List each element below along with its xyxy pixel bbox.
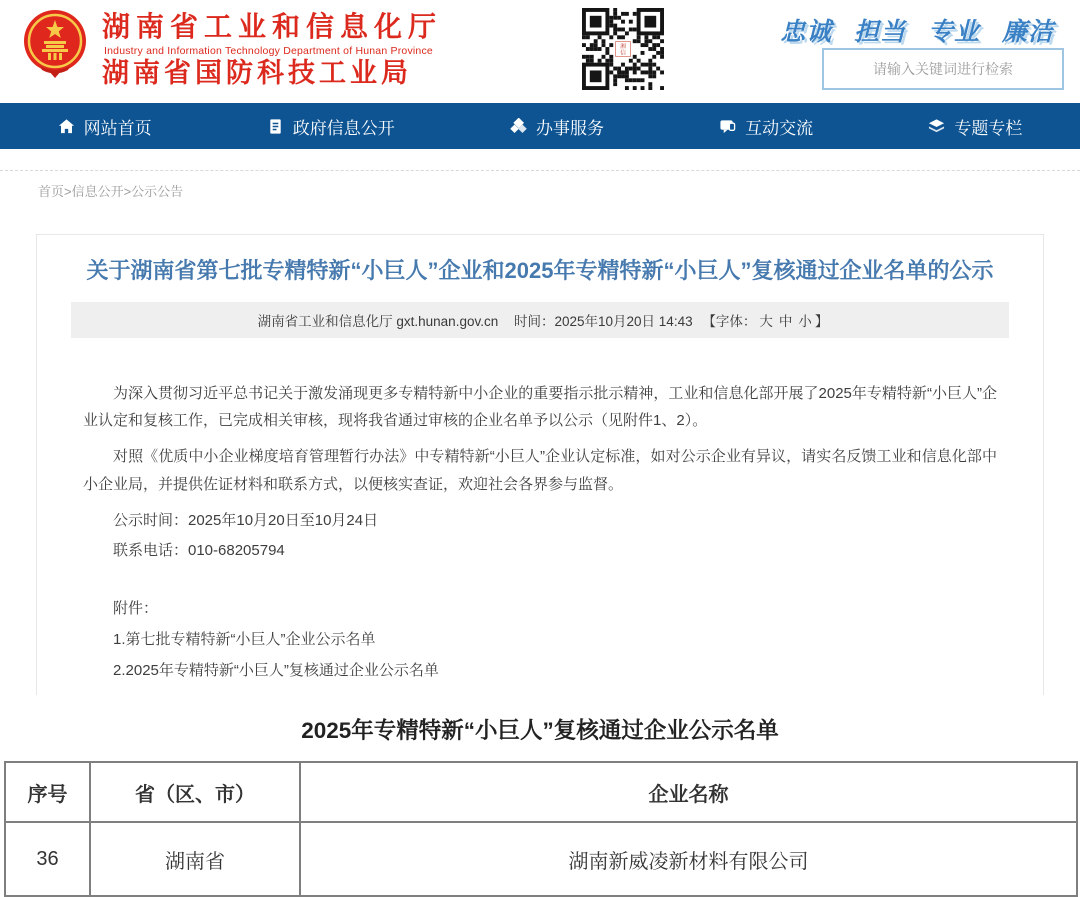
- breadcrumb[interactable]: 首页>信息公开>公示公告: [38, 184, 184, 199]
- column-header-index: 序号: [5, 762, 90, 822]
- breadcrumb-band: [0, 170, 1080, 234]
- search-box: [822, 48, 1064, 90]
- chat-icon: [719, 118, 736, 135]
- divider: [0, 170, 1080, 171]
- org-title-cn2: 湖南省国防科技工业局: [102, 57, 412, 88]
- nav-item-label: 政府信息公开: [292, 118, 395, 138]
- article-paragraph: 为深入贯彻习近平总书记关于激发涌现更多专精特新中小企业的重要指示批示精神，工业和信息化部开展了2025年专精特新“小巨人”企业认定和复核工作，已完成相关审核，现将我省通过审核的企业名单予以公示（见附件1、2）。: [83, 384, 997, 430]
- article-time: 时间：2025年10月20日 14:43: [513, 313, 693, 329]
- attachment-link[interactable]: 1.第七批专精特新“小巨人”企业公示名单: [113, 630, 376, 648]
- nav-item-label: 专题专栏: [954, 118, 1023, 138]
- document-icon: [267, 118, 284, 135]
- cell-company: 湖南新威凌新材料有限公司: [300, 822, 1077, 896]
- service-icon: [510, 118, 527, 135]
- nav-item-label: 网站首页: [83, 118, 152, 138]
- header-motto: [780, 12, 1054, 48]
- layers-icon: [928, 118, 945, 135]
- brand-text: [102, 11, 442, 88]
- article-body: [37, 338, 1043, 685]
- column-header-province: 省（区、市）: [90, 762, 300, 822]
- nav-item-label: 互动交流: [745, 118, 814, 138]
- table-header-row: [5, 762, 1077, 822]
- nav-item-interaction[interactable]: [719, 114, 813, 139]
- site-header: [0, 0, 1080, 103]
- font-size-medium[interactable]: 中: [778, 313, 793, 329]
- article-meta-bar: [71, 302, 1009, 338]
- national-emblem-logo: [22, 8, 88, 92]
- search-input[interactable]: [824, 50, 1062, 88]
- home-icon: [58, 118, 75, 135]
- nav-item-services[interactable]: [510, 114, 604, 139]
- publicity-time: 公示时间：2025年10月20日至10月24日: [113, 511, 379, 529]
- font-size-label-close: 】: [814, 313, 829, 329]
- nav-item-gov-info[interactable]: [267, 114, 395, 139]
- org-title-en: Industry and Information Technology Department of Hunan Province: [104, 44, 433, 57]
- motto-word: 担当: [854, 18, 907, 46]
- table-row: [5, 822, 1077, 896]
- font-size-large[interactable]: 大: [759, 313, 773, 329]
- article-paragraph: 对照《优质中小企业梯度培育管理暂行办法》中专精特新“小巨人”企业认定标准，如对公示企业有异议，请实名反馈工业和信息化部中小企业局，并提供佐证材料和联系方式，以便核实查证，欢迎社会各界参与监督。: [83, 448, 997, 493]
- publicity-list-section: [0, 695, 1080, 897]
- motto-word: 廉洁: [1001, 18, 1054, 46]
- qr-code: [582, 8, 664, 90]
- org-title-cn: 湖南省工业和信息化厅: [102, 11, 443, 43]
- svg-text:信: 信: [620, 50, 626, 57]
- attachments-label: 附件：: [113, 600, 159, 618]
- contact-phone: 联系电话：010-68205794: [113, 542, 285, 560]
- font-size-label: 【字体：: [702, 313, 757, 329]
- motto-word: 专业: [928, 18, 981, 46]
- nav-item-topics[interactable]: [928, 114, 1022, 139]
- nav-item-home[interactable]: [58, 114, 152, 139]
- cell-province: 湖南省: [90, 822, 300, 896]
- publicity-table: [4, 761, 1078, 897]
- cell-index: 36: [5, 822, 90, 896]
- main-nav: [0, 103, 1080, 149]
- nav-item-label: 办事服务: [535, 118, 604, 138]
- site-brand: [22, 8, 442, 92]
- attachments-block: [83, 595, 997, 684]
- font-size-small[interactable]: 小: [798, 313, 812, 329]
- svg-text:湘: 湘: [620, 44, 626, 51]
- article-source: 湖南省工业和信息化厅 gxt.hunan.gov.cn: [257, 313, 499, 329]
- article-panel: [36, 234, 1044, 695]
- column-header-company: 企业名称: [300, 762, 1077, 822]
- table-title: 2025年专精特新“小巨人”复核通过企业公示名单: [301, 718, 779, 744]
- attachment-link[interactable]: 2.2025年专精特新“小巨人”复核通过企业公示名单: [113, 661, 439, 679]
- page-title: 关于湖南省第七批专精特新“小巨人”企业和2025年专精特新“小巨人”复核通过企业名单的公示: [86, 258, 994, 283]
- motto-word: 忠诚: [780, 18, 833, 46]
